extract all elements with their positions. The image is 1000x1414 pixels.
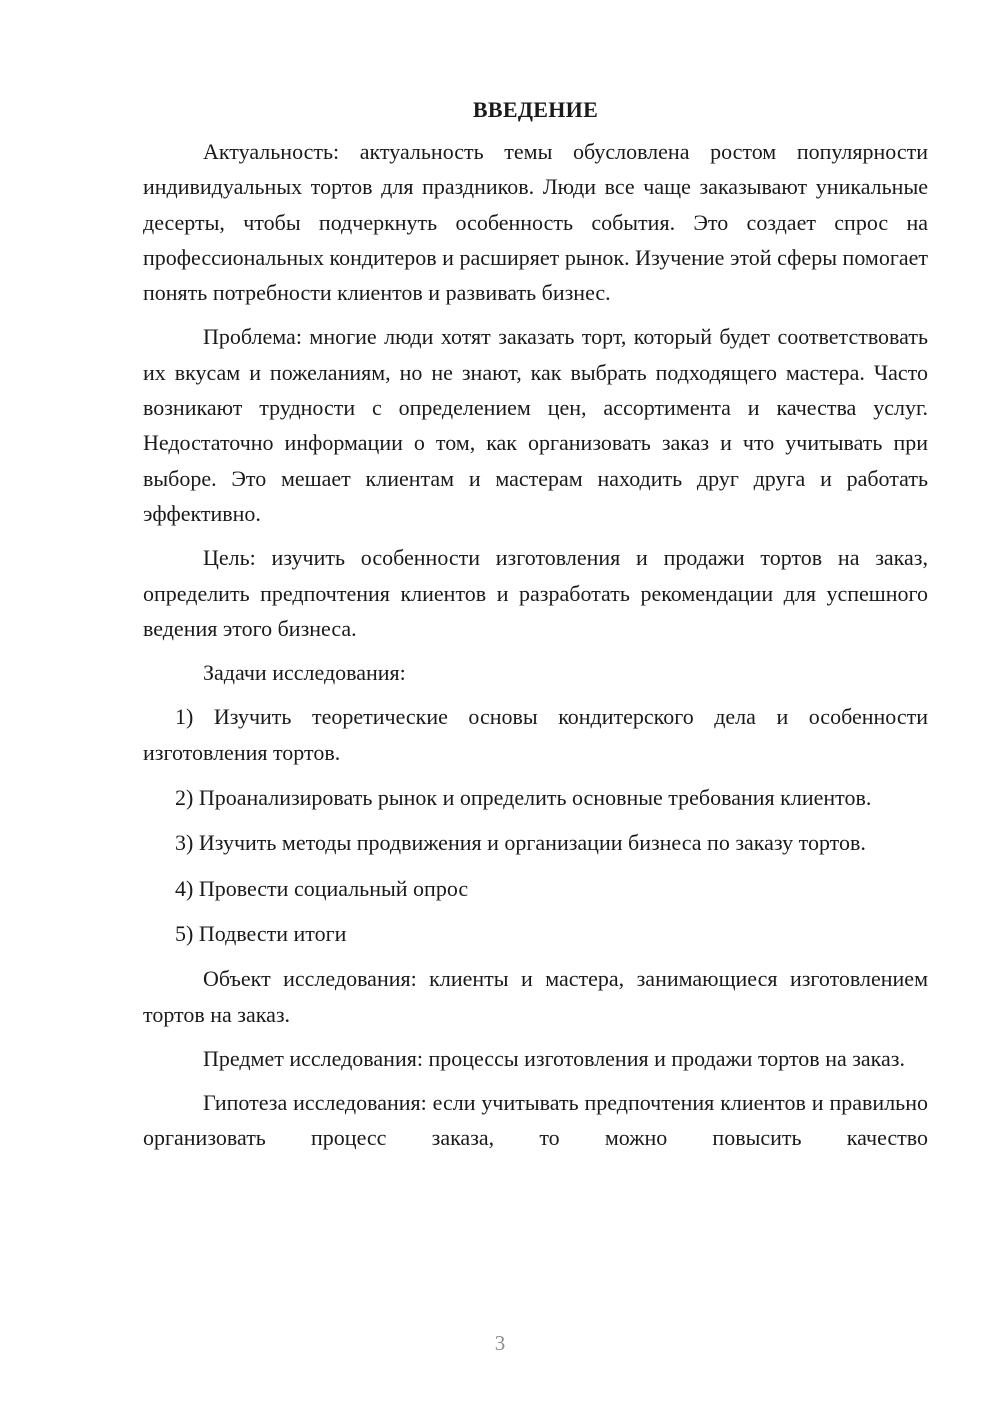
task-item-3: 3) Изучить методы продвижения и организации бизнеса по заказу тортов. (175, 830, 866, 856)
goal-paragraph: Цель: изучить особенности изготовления и продажи тортов на заказ, определить предпочтения клиентов и разработать рекомендации для успешного ведения этого бизнеса. (143, 545, 928, 641)
problem-paragraph: Проблема: многие люди хотят заказать торт, который будет соответствовать их вкусам и пожеланиям, но не знают, как выбрать подходящего мастера. Часто возникают трудности с определением цен, ассортимента и качества услуг. Недостаточно информации о том, как организовать заказ и что учитывать при выборе. Это мешает клиентам и мастерам находить друг друга и работать эффективно. (143, 324, 928, 526)
task-item-1: 1) Изучить теоретические основы кондитерского дела и особенности изготовления тортов. (143, 704, 928, 765)
object-paragraph: Объект исследования: клиенты и мастера, занимающиеся изготовлением тортов на заказ. (143, 966, 928, 1027)
task-item-2: 2) Проанализировать рынок и определить основные требования клиентов. (175, 785, 872, 811)
tasks-heading: Задачи исследования: (203, 660, 406, 686)
hypothesis-paragraph: Гипотеза исследования: если учитывать предпочтения клиентов и правильно организовать процесс заказа, то можно повысить качество (143, 1090, 928, 1151)
page-number: 3 (494, 1331, 506, 1355)
section-title: ВВЕДЕНИЕ (472, 97, 599, 122)
task-item-5: 5) Подвести итоги (175, 920, 347, 946)
subject-paragraph: Предмет исследования: процессы изготовления и продажи тортов на заказ. (203, 1045, 905, 1071)
document-page (143, 92, 928, 1156)
relevance-paragraph: Актуальность: актуальность темы обусловлена ростом популярности индивидуальных тортов для праздников. Люди все чаще заказывают уникальные десерты, чтобы подчеркнуть особенность события. Это создает спрос на профессиональных кондитеров и расширяет рынок. Изучение этой сферы помогает понять потребности клиентов и развивать бизнес. (143, 139, 928, 306)
task-item-4: 4) Провести социальный опрос (175, 875, 469, 901)
